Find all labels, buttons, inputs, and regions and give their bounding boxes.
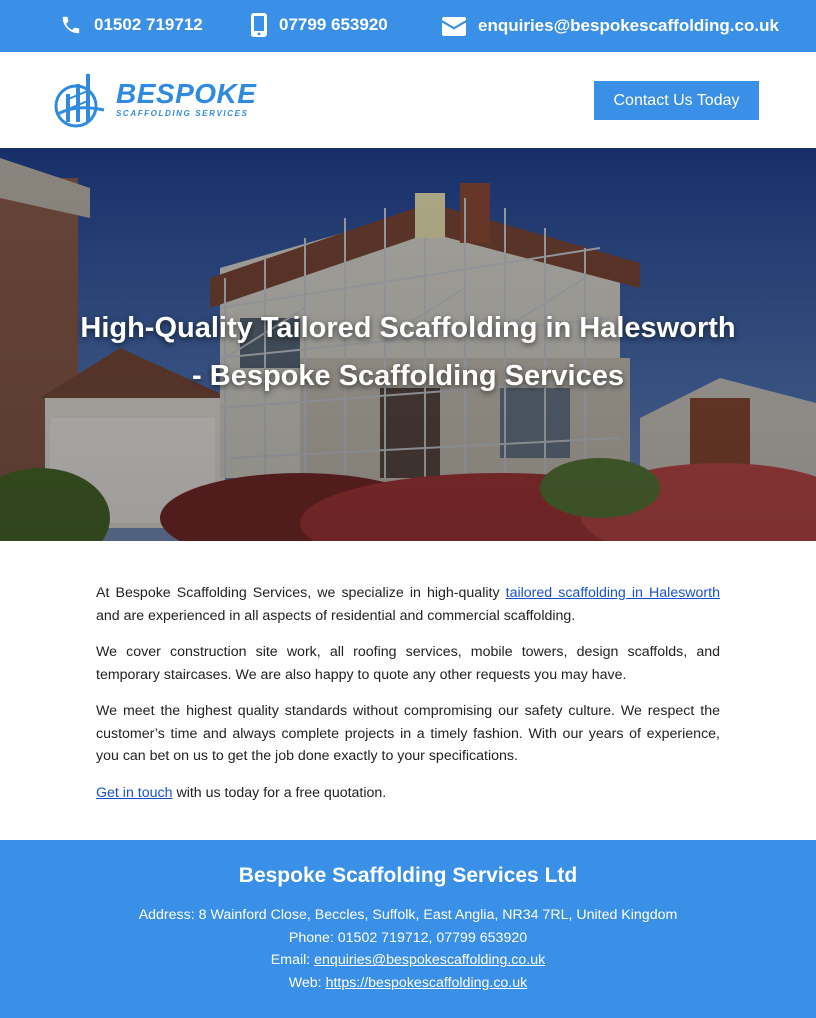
footer-web-label: Web: <box>288 975 326 992</box>
phone-icon <box>60 14 82 36</box>
scaffold-logo-icon <box>52 70 110 128</box>
hero-title <box>40 304 776 400</box>
logo-tagline: SCAFFOLDING SERVICES <box>116 109 249 118</box>
footer-email-line <box>0 949 816 972</box>
hero-title-line-2: - Bespoke Scaffolding Services <box>192 360 624 392</box>
mobile-contact[interactable] <box>251 13 388 37</box>
hero-title-line-1: High-Quality Tailored Scaffolding in Halesworth <box>80 312 736 344</box>
services-paragraph: We cover construction site work, all roofing services, mobile towers, design scaffolds, and temporary staircases. We are also happy to quote any other requests you may have. <box>96 644 720 683</box>
mobile-phone-icon <box>251 13 267 37</box>
site-logo[interactable] <box>52 70 256 128</box>
quality-paragraph: We meet the highest quality standards without compromising our safety culture. We respect the customer’s time and always complete projects in a timely fashion. With our years of experience, you can bet on us to get the job done exactly to your specifications. <box>96 703 720 764</box>
hero-banner <box>0 148 816 541</box>
footer-email-label: Email: <box>270 952 315 969</box>
envelope-icon <box>442 17 466 36</box>
logo-wordmark: BESPOKE <box>116 78 257 109</box>
cta-paragraph <box>96 782 720 805</box>
email-contact[interactable] <box>442 16 779 36</box>
phone-number-2[interactable]: 07799 653920 <box>279 15 388 34</box>
top-contact-bar <box>0 0 816 52</box>
contact-us-button[interactable]: Contact Us Today <box>594 81 759 120</box>
tailored-scaffolding-link[interactable]: tailored scaffolding in Halesworth <box>505 585 720 601</box>
email-address[interactable]: enquiries@bespokescaffolding.co.uk <box>478 16 779 35</box>
footer-company-name: Bespoke Scaffolding Services Ltd <box>238 864 578 887</box>
cta-text: with us today for a free quotation. <box>172 784 387 801</box>
footer-email-link[interactable]: enquiries@bespokescaffolding.co.uk <box>314 952 546 969</box>
intro-text-before: At Bespoke Scaffolding Services, we specialize in high-quality <box>96 585 506 601</box>
footer-web-link[interactable]: https://bespokescaffolding.co.uk <box>325 975 528 992</box>
get-in-touch-link[interactable]: Get in touch <box>96 784 173 801</box>
phone-number-1[interactable]: 01502 719712 <box>94 15 203 34</box>
intro-paragraph <box>96 582 720 627</box>
phone-contact[interactable] <box>60 14 203 36</box>
footer-phone: Phone: 01502 719712, 07799 653920 <box>288 929 528 946</box>
footer-address: Address: 8 Wainford Close, Beccles, Suffolk, East Anglia, NR34 7RL, United Kingdom <box>138 907 678 923</box>
main-content <box>96 582 720 818</box>
footer-web-line <box>0 972 816 995</box>
intro-text-after: and are experienced in all aspects of residential and commercial scaffolding. <box>96 607 576 624</box>
site-footer <box>0 840 816 1018</box>
